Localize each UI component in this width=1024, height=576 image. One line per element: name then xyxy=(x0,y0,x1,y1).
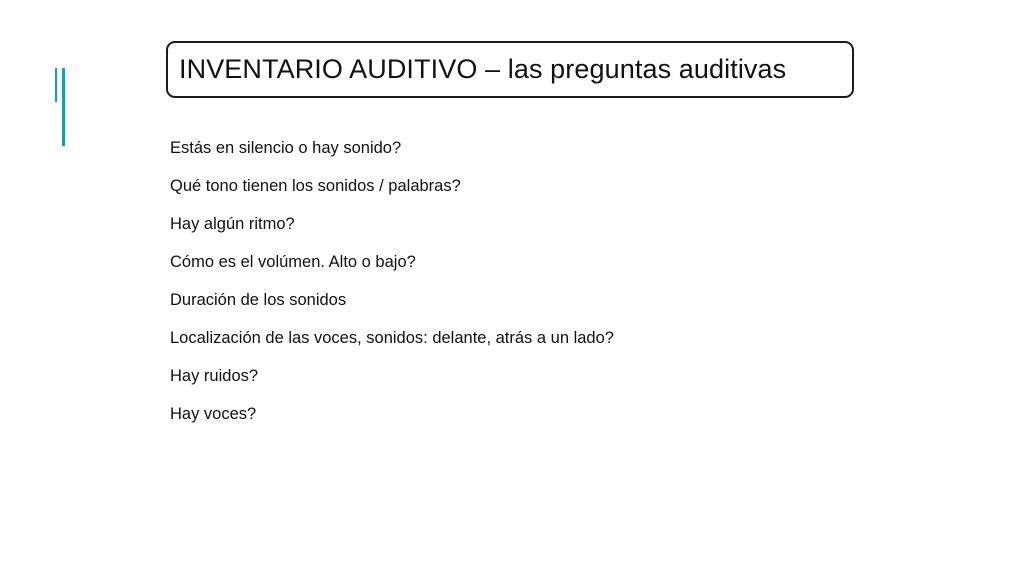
accent-bar-thick xyxy=(62,68,65,146)
question-item: Estás en silencio o hay sonido? xyxy=(170,139,402,157)
slide-title: INVENTARIO AUDITIVO – las preguntas auditivas xyxy=(179,54,787,84)
question-item: Localización de las voces, sonidos: delante, atrás a un lado? xyxy=(170,329,614,347)
accent-bar-thin xyxy=(55,68,57,102)
question-item: Hay ruidos? xyxy=(170,367,259,385)
question-item: Duración de los sonidos xyxy=(170,291,347,309)
question-item: Qué tono tienen los sonidos / palabras? xyxy=(170,177,461,195)
question-item: Hay algún ritmo? xyxy=(170,215,295,233)
question-item: Hay voces? xyxy=(170,405,257,423)
question-item: Cómo es el volúmen. Alto o bajo? xyxy=(170,253,416,271)
question-list xyxy=(170,129,614,433)
title-box xyxy=(166,41,854,98)
